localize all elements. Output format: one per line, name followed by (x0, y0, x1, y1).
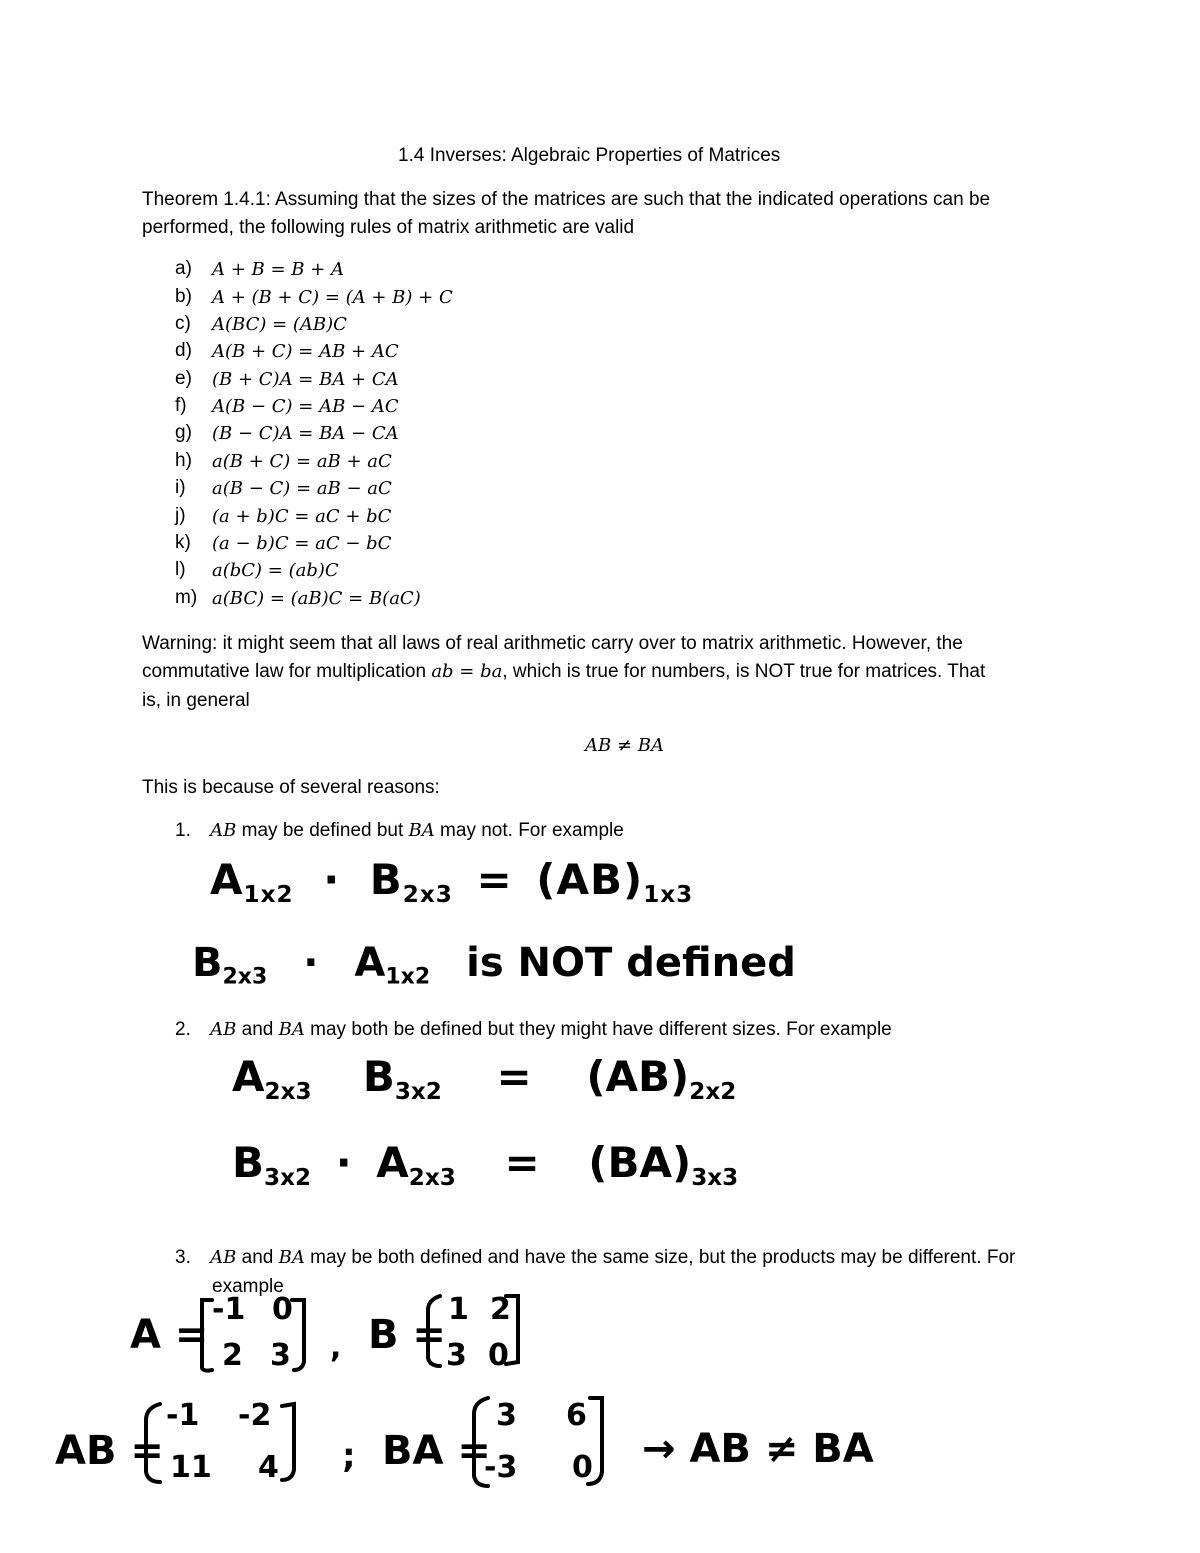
matrix-cell: 3 (270, 1338, 291, 1373)
hw-subscript: 2x3 (222, 964, 268, 990)
hw-matrix-b: B (369, 855, 403, 904)
rule-expression: a(B − C) = aB − aC (212, 478, 392, 499)
rule-label: b) (175, 286, 192, 307)
hw-subscript: 3x3 (691, 1165, 739, 1192)
theorem-line-1: Theorem 1.4.1: Assuming that the sizes of the matrices are such that the indicated operations can be (142, 189, 991, 210)
hw-matrix-a: A (232, 1052, 265, 1101)
inline-math: AB (210, 820, 237, 841)
hw-equals: = (496, 1052, 532, 1101)
hw-separator: , (330, 1330, 342, 1365)
rule-label: e) (175, 368, 192, 389)
matrix-cell: -1 (212, 1292, 246, 1327)
reason-number: 2. (175, 1019, 191, 1040)
rule-label: c) (175, 313, 191, 334)
rule-expression: (B + C)A = BA + CA (212, 369, 399, 390)
reason-text: and (236, 1019, 279, 1040)
rule-expression: A + (B + C) = (A + B) + C (212, 287, 453, 308)
rule-expression: A(B + C) = AB + AC (212, 341, 399, 362)
rule-label: m) (175, 587, 198, 608)
warning-text: , which is true for numbers, is NOT true for matrices. That (502, 661, 986, 682)
hw-label-ab: AB = (55, 1428, 164, 1474)
hw-subscript: 2x3 (264, 1079, 312, 1106)
matrix-cell: 0 (488, 1338, 509, 1373)
hw-matrix-b: B (192, 940, 223, 986)
hw-equals: = (476, 855, 513, 904)
reason-number: 3. (175, 1247, 191, 1268)
hw-matrix-a: A (210, 855, 244, 904)
rule-expression: (a + b)C = aC + bC (212, 506, 392, 527)
hw-matrix-b: B (232, 1138, 265, 1187)
hw-subscript: 2x3 (408, 1165, 456, 1192)
hw-subscript: 2x2 (689, 1079, 737, 1106)
matrix-cell: 1 (448, 1292, 469, 1327)
hw-dot: · (303, 940, 319, 986)
hw-subscript: 1x2 (385, 964, 431, 990)
hw-conclusion: → AB ≠ BA (642, 1426, 874, 1472)
theorem-line-2: performed, the following rules of matrix arithmetic are valid (142, 217, 635, 238)
reason-text: may be defined but (236, 820, 409, 841)
hw-subscript: 2x3 (402, 882, 453, 909)
reasons-intro: This is because of several reasons: (142, 777, 440, 798)
warning-text: commutative law for multiplication (142, 661, 432, 682)
warning-line-1: Warning: it might seem that all laws of real arithmetic carry over to matrix arithmetic. However, the (142, 633, 963, 654)
inline-math: AB (210, 1247, 237, 1268)
matrix-cell: 2 (222, 1338, 243, 1373)
reason-text: may both be defined but they might have different sizes. For example (304, 1019, 892, 1040)
matrix-cell: 0 (272, 1292, 293, 1327)
hw-matrix-b: B (362, 1052, 395, 1101)
rule-expression: (a − b)C = aC − bC (212, 533, 392, 554)
bracket-left (146, 1404, 160, 1482)
inline-math: BA (278, 1247, 305, 1268)
matrix-cell: 11 (170, 1450, 212, 1485)
bracket-right (292, 1300, 304, 1370)
bracket-left (474, 1398, 488, 1486)
hw-subscript: 3x2 (264, 1165, 312, 1192)
bracket-right (282, 1404, 294, 1480)
hw-label-ba: BA = (382, 1428, 491, 1474)
hw-label-a: A = (130, 1312, 209, 1358)
hw-subscript: 3x2 (394, 1079, 442, 1106)
rule-expression: a(B + C) = aB + aC (212, 451, 392, 472)
rule-expression: A(BC) = (AB)C (212, 314, 347, 335)
hw-not-defined-text: is NOT defined (466, 940, 796, 986)
hw-matrix-a: A (354, 940, 386, 986)
hw-dot: · (335, 1138, 352, 1187)
reason-text: and (236, 1247, 279, 1268)
rule-label: j) (175, 505, 186, 526)
bracket-right (588, 1398, 602, 1484)
rule-label: l) (175, 559, 186, 580)
hw-subscript: 1x2 (243, 882, 294, 909)
rule-label: d) (175, 340, 192, 361)
hw-result: (BA) (588, 1138, 692, 1187)
matrix-cell: 4 (258, 1450, 279, 1485)
inline-math: AB (210, 1019, 237, 1040)
rule-label: g) (175, 422, 192, 443)
rule-expression: a(bC) = (ab)C (212, 560, 339, 581)
rule-label: k) (175, 532, 191, 553)
hw-dot: · (323, 855, 341, 904)
rule-expression: A + B = B + A (212, 259, 345, 280)
hw-equals: = (504, 1138, 540, 1187)
matrix-cell: 0 (572, 1450, 593, 1485)
hw-separator: ; (342, 1436, 356, 1476)
matrix-cell: -3 (484, 1450, 518, 1485)
reason-3-continued: example (212, 1276, 284, 1297)
matrix-cell: 3 (446, 1338, 467, 1373)
rule-label: h) (175, 450, 192, 471)
matrix-cell: 2 (490, 1292, 511, 1327)
inline-math: BA (408, 820, 435, 841)
rule-expression: A(B − C) = AB − AC (212, 396, 399, 417)
inline-math: BA (278, 1019, 305, 1040)
bracket-left (428, 1296, 440, 1366)
matrix-cell: -2 (238, 1398, 272, 1433)
reason-number: 1. (175, 820, 191, 841)
rule-label: f) (175, 395, 187, 416)
rule-label: i) (175, 477, 186, 498)
reason-text: may not. For example (434, 820, 624, 841)
centered-formula: AB ≠ BA (585, 735, 664, 756)
rule-label: a) (175, 258, 192, 279)
rule-expression: (B − C)A = BA − CA (212, 423, 399, 444)
warning-line-3: is, in general (142, 690, 250, 711)
bracket-right (506, 1296, 518, 1364)
hw-label-b: B = (368, 1312, 446, 1358)
bracket-left (202, 1300, 212, 1371)
hw-result: (AB) (536, 855, 644, 904)
page-title: 1.4 Inverses: Algebraic Properties of Matrices (398, 145, 781, 166)
hw-matrix-a: A (376, 1138, 409, 1187)
hw-result: (AB) (586, 1052, 690, 1101)
matrix-cell: 6 (566, 1398, 587, 1433)
matrix-cell: -1 (166, 1398, 200, 1433)
inline-math: ab = ba (431, 661, 503, 682)
reason-text: may be both defined and have the same size, but the products may be different. For (304, 1247, 1016, 1268)
matrix-cell: 3 (496, 1398, 517, 1433)
hw-subscript: 1x3 (643, 882, 694, 909)
rule-expression: a(BC) = (aB)C = B(aC) (212, 588, 421, 609)
